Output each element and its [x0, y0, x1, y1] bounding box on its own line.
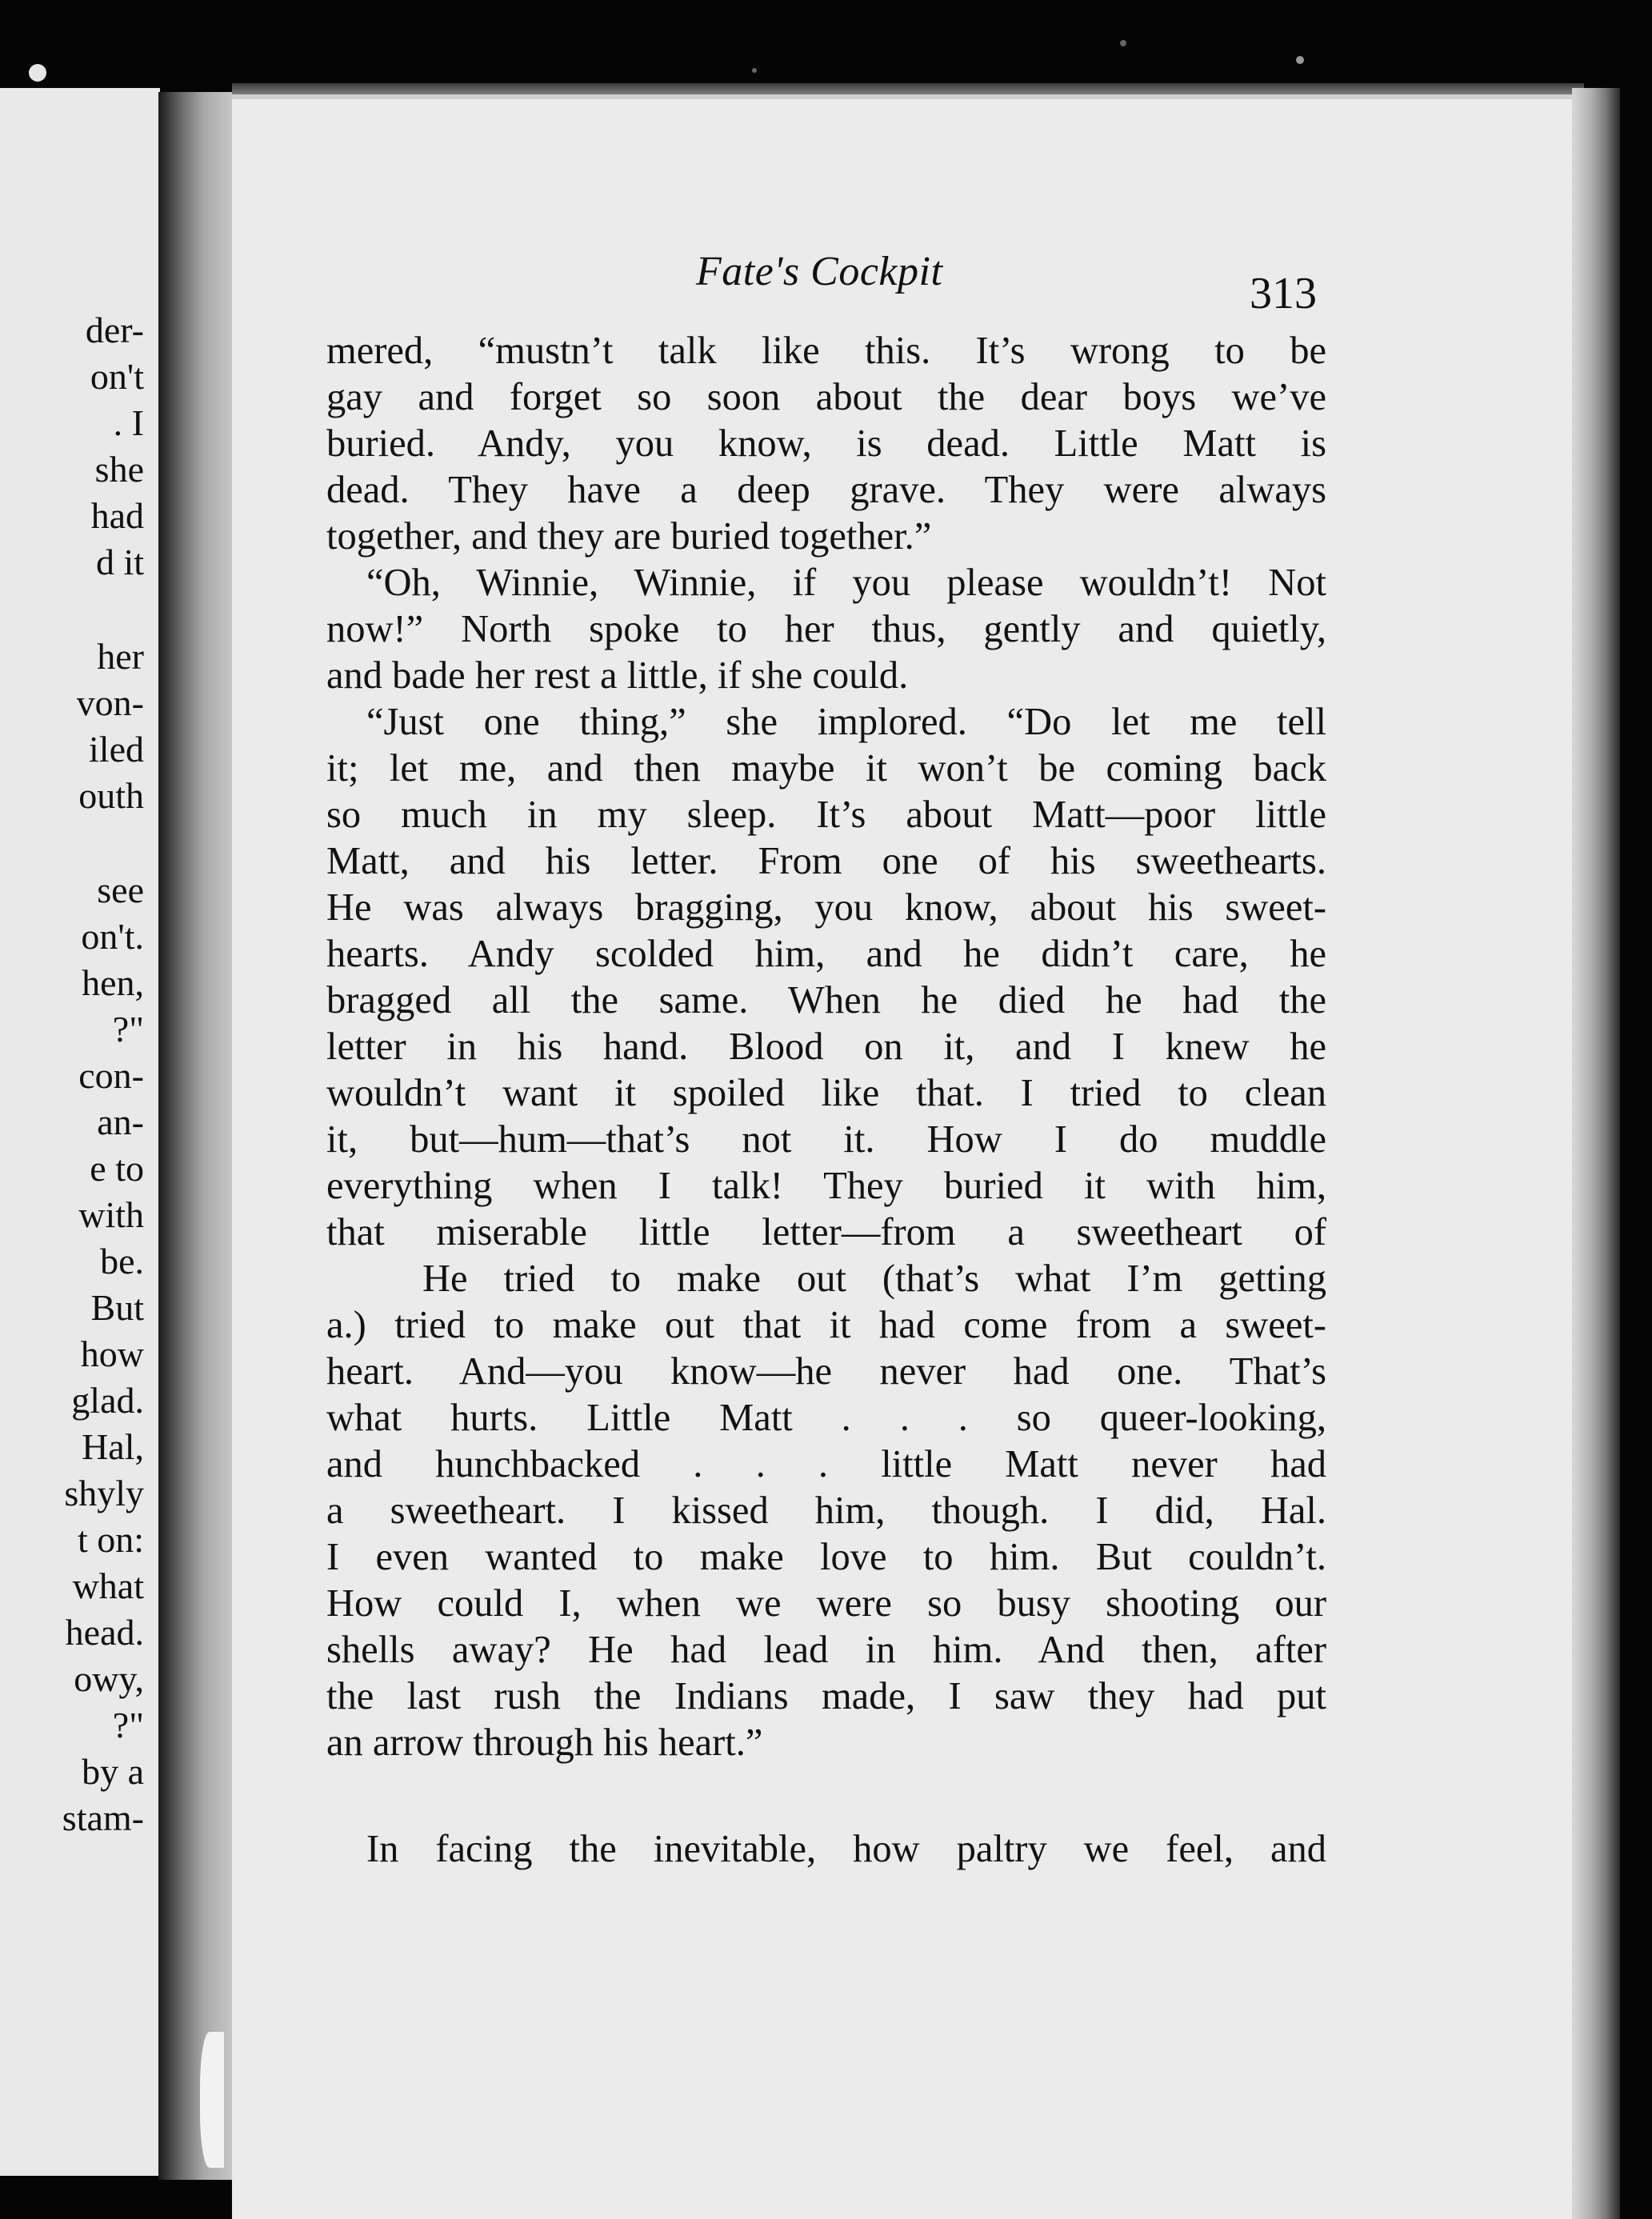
text-line: it; let me, and then maybe it won’t be coming back	[326, 747, 1326, 790]
left-page-fragment: hen,	[82, 962, 144, 1003]
left-page-fragment: ?"	[112, 1705, 144, 1745]
text-line: and hunchbacked . . . little Matt never had	[326, 1443, 1326, 1485]
left-page-fragment: owy,	[74, 1658, 144, 1699]
previous-page-edge	[0, 88, 160, 2176]
left-page-fragment: with	[78, 1194, 144, 1235]
film-dot	[29, 64, 46, 82]
text-line: an arrow through his heart.”	[326, 1721, 763, 1764]
left-page-fragment: how	[80, 1333, 144, 1374]
left-page-fragment: on't	[90, 356, 144, 397]
text-line: In facing the inevitable, how paltry we feel, and	[366, 1828, 1326, 1870]
left-page-fragment: had	[90, 495, 144, 536]
text-line: shells away? He had lead in him. And then, after	[326, 1629, 1326, 1671]
left-page-fragment: glad.	[71, 1380, 144, 1421]
text-line: Matt, and his letter. From one of his sweethearts.	[326, 840, 1326, 882]
left-page-fragment: her	[97, 636, 144, 677]
left-page-fragment: von-	[76, 682, 144, 723]
left-page-fragment: be.	[100, 1241, 144, 1281]
text-line: now!” North spoke to her thus, gently and quietly,	[326, 608, 1326, 650]
left-page-fragment: stam-	[62, 1797, 144, 1838]
text-line: wouldn’t want it spoiled like that. I tried to clean	[326, 1072, 1326, 1114]
left-page-fragment: e to	[90, 1148, 144, 1189]
text-line: that miserable little letter—from a sweetheart of	[326, 1211, 1326, 1253]
text-line: the last rush the Indians made, I saw they had put	[326, 1675, 1326, 1717]
film-speck	[1120, 40, 1126, 46]
left-page-fragment: by a	[82, 1751, 144, 1792]
text-line: what hurts. Little Matt . . . so queer-looking,	[326, 1397, 1326, 1439]
page-right-edge	[1572, 88, 1620, 2219]
left-page-fragment: on't.	[81, 916, 144, 957]
text-line: I even wanted to make love to him. But couldn’t.	[326, 1536, 1326, 1578]
film-speck	[752, 68, 757, 73]
left-page-fragment: head.	[65, 1612, 144, 1653]
left-page-fragment: t on:	[77, 1519, 144, 1560]
text-line: “Oh, Winnie, Winnie, if you please wouldn’t! Not	[366, 562, 1326, 604]
left-page-fragment: shyly	[64, 1473, 144, 1513]
text-line: mered, “mustn’t talk like this. It’s wrong to be	[326, 330, 1326, 372]
left-page-fragment: outh	[78, 775, 144, 816]
text-line: “Just one thing,” she implored. “Do let me tell	[366, 701, 1326, 743]
text-line: everything when I talk! They buried it with him,	[326, 1165, 1326, 1207]
left-page-fragment: But	[90, 1287, 144, 1328]
left-page-fragment: see	[97, 870, 144, 910]
left-page-fragment: an-	[97, 1102, 144, 1142]
text-line: letter in his hand. Blood on it, and I knew he	[326, 1026, 1326, 1068]
running-head: Fate's Cockpit	[696, 249, 943, 294]
text-line: and bade her rest a little, if she could.	[326, 654, 909, 697]
text-line: buried. Andy, you know, is dead. Little Matt is	[326, 422, 1326, 465]
film-speck	[1296, 56, 1304, 64]
text-line: He was always bragging, you know, about his sweet-	[326, 886, 1326, 929]
gutter-notch	[200, 2032, 224, 2168]
text-line: together, and they are buried together.”	[326, 515, 932, 558]
text-line: hearts. Andy scolded him, and he didn’t care, he	[326, 933, 1326, 975]
left-page-fragment: der-	[85, 310, 144, 350]
book-gutter-shadow	[158, 92, 234, 2180]
text-line: it, but—hum—that’s not it. How I do muddle	[326, 1118, 1326, 1161]
text-line: How could I, when we were so busy shooting our	[326, 1582, 1326, 1625]
text-line: a.) tried to make out that it had come from a sweet-	[326, 1304, 1326, 1346]
text-line: a sweetheart. I kissed him, though. I did, Hal.	[326, 1489, 1326, 1532]
left-page-fragment: ?"	[112, 1009, 144, 1050]
text-line: gay and forget so soon about the dear boys we’ve	[326, 376, 1326, 418]
text-line: heart. And—you know—he never had one. That’s	[326, 1350, 1326, 1393]
left-page-fragment: she	[94, 449, 144, 490]
left-page-fragment: what	[72, 1565, 144, 1606]
left-page-fragment: d it	[95, 542, 144, 582]
text-line: He tried to make out (that’s what I’m getting	[422, 1257, 1326, 1300]
page-number: 313	[1250, 269, 1317, 318]
text-line: so much in my sleep. It’s about Matt—poor little	[326, 794, 1326, 836]
left-page-fragment: con-	[78, 1055, 144, 1096]
text-line: bragged all the same. When he died he had the	[326, 979, 1326, 1022]
left-page-fragment: iled	[89, 729, 144, 770]
text-line: dead. They have a deep grave. They were always	[326, 469, 1326, 511]
left-page-fragment: Hal,	[82, 1426, 144, 1467]
left-page-fragment: . I	[113, 402, 144, 443]
